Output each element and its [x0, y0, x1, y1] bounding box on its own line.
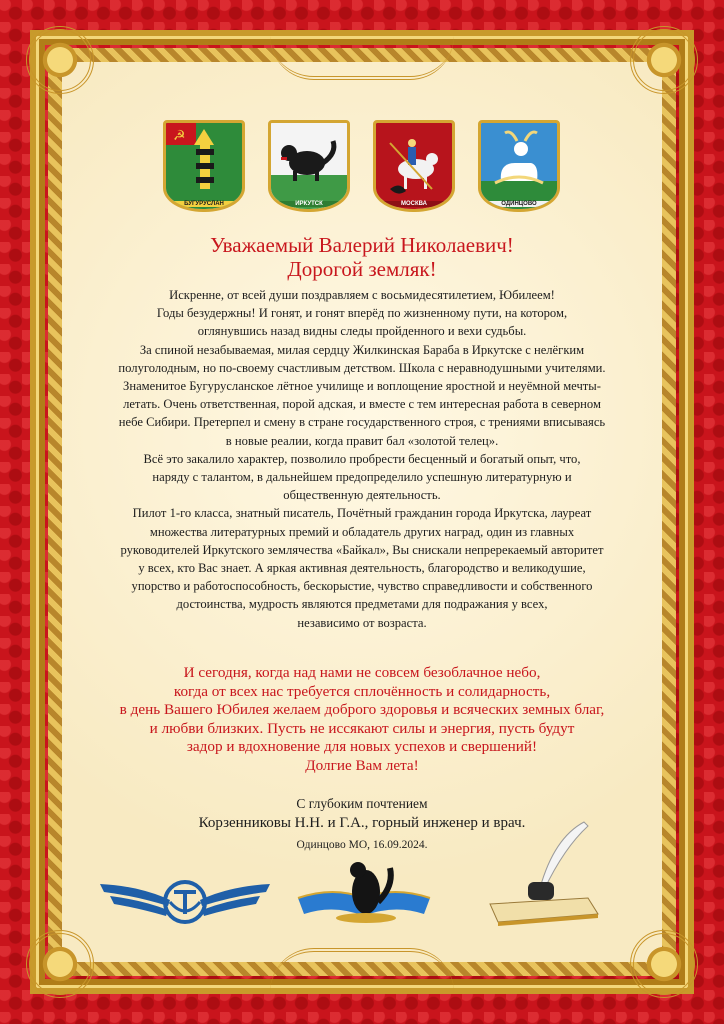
wish-line: в день Вашего Юбилея желаем доброго здоровья и всяческих земных благ,: [119, 701, 605, 719]
crest-caption: МОСКВА: [376, 201, 452, 207]
body-line: Всё это закалило характер, позволило пробрести бесценный и богатый опыт, что,: [143, 451, 581, 466]
wishes-block: [90, 664, 634, 776]
corner-ornament: [26, 930, 94, 998]
body-line: полуголодным, но по-своему счастливым детством. Школа с неравнодушными учителями.: [118, 360, 606, 375]
body-line: Знаменитое Бугурусланское лётное училище и воплощение яростной и неуёмной мечты-: [123, 379, 601, 394]
sable-emblem: [294, 858, 434, 939]
quill-inkwell-emblem: [484, 818, 604, 931]
corner-ornament: [630, 930, 698, 998]
body-line: наряду с талантом, в дальнейшем предопределило успешную литературную и: [152, 470, 572, 485]
greeting-subtitle: Дорогой земляк!: [287, 257, 437, 281]
aeroflot-wings-emblem: [100, 872, 270, 939]
buguruslan-crest: [163, 120, 245, 212]
irkutsk-crest: [268, 120, 350, 212]
body-line: в новые реалии, когда правит бал «золотой телец».: [225, 433, 499, 448]
wish-line: И сегодня, когда над нами не совсем безоблачное небо,: [183, 664, 541, 681]
body-line: оглянувшись назад видны следы пройденного и вехи судьбы.: [197, 324, 527, 339]
odintsovo-crest: [478, 120, 560, 212]
body-line: Годы безудержны! И гонят, и гонят вперёд по жизненному пути, на котором,: [156, 306, 568, 321]
body-line: множества литературных премий и обладатель других наград, один из главных: [149, 524, 575, 539]
body-line: За спиной незабываемая, милая сердцу Жилкинская Бараба в Иркутске с нелёгким: [139, 342, 585, 357]
body-line: небе Сибири. Претерпел и смену в стране государственного строя, с трениями вписываясь: [118, 415, 606, 430]
body-line: независимо от возраста.: [297, 615, 427, 630]
moscow-crest: [373, 120, 455, 212]
wish-line: Долгие Вам лета!: [305, 756, 419, 774]
authors-line: Корзенниковы Н.Н. и Г.А., горный инженер и врач.: [198, 815, 526, 831]
body-line: Пилот 1-го класса, знатный писатель, Почётный гражданин города Иркутска, лауреат: [132, 506, 592, 521]
body-line: достоинства, мудрость являются предметами для подражания у всех,: [176, 597, 548, 612]
body-line: упорство и работоспособность, бескорыстие, чувство справедливости и собственного: [131, 579, 593, 594]
body-line: у всех, кто Вас знает. А яркая активная деятельность, благородство и великодушие,: [138, 561, 586, 576]
body-line: летать. Очень ответственная, порой адская, и вместе с тем интересная работа в северном: [123, 397, 601, 412]
city-crests-row: [163, 120, 563, 215]
wish-line: задор и вдохновение для новых успехов и свершений!: [186, 738, 538, 756]
crest-caption: ОДИНЦОВО: [481, 201, 557, 207]
svg-text:☭: ☭: [173, 128, 186, 144]
body-line: Искренне, от всей души поздравляем с восьмидесятилетием, Юбилеем!: [169, 288, 555, 302]
top-ornament: [270, 36, 454, 80]
crest-caption: БУГУРУСЛАН: [166, 201, 242, 207]
wish-line: когда от всех нас требуется сплочённость и солидарность,: [173, 682, 551, 700]
crest-caption: ИРКУТСК: [271, 201, 347, 207]
body-line: общественную деятельность.: [283, 488, 441, 503]
greeting-title: Уважаемый Валерий Николаевич!: [210, 233, 514, 257]
regards-line: С глубоким почтением: [296, 796, 428, 811]
bottom-ornament: [270, 948, 454, 992]
corner-ornament: [630, 26, 698, 94]
body-line: руководителей Иркутского землячества «Байкал», Вы снискали непререкаемый авторитет: [120, 542, 604, 557]
corner-ornament: [26, 26, 94, 94]
congratulation-body: [96, 286, 628, 632]
place-date-line: Одинцово МО, 16.09.2024.: [296, 839, 428, 851]
wish-line: и любви близких. Пусть не иссякают силы и энергия, пусть будут: [149, 719, 575, 737]
